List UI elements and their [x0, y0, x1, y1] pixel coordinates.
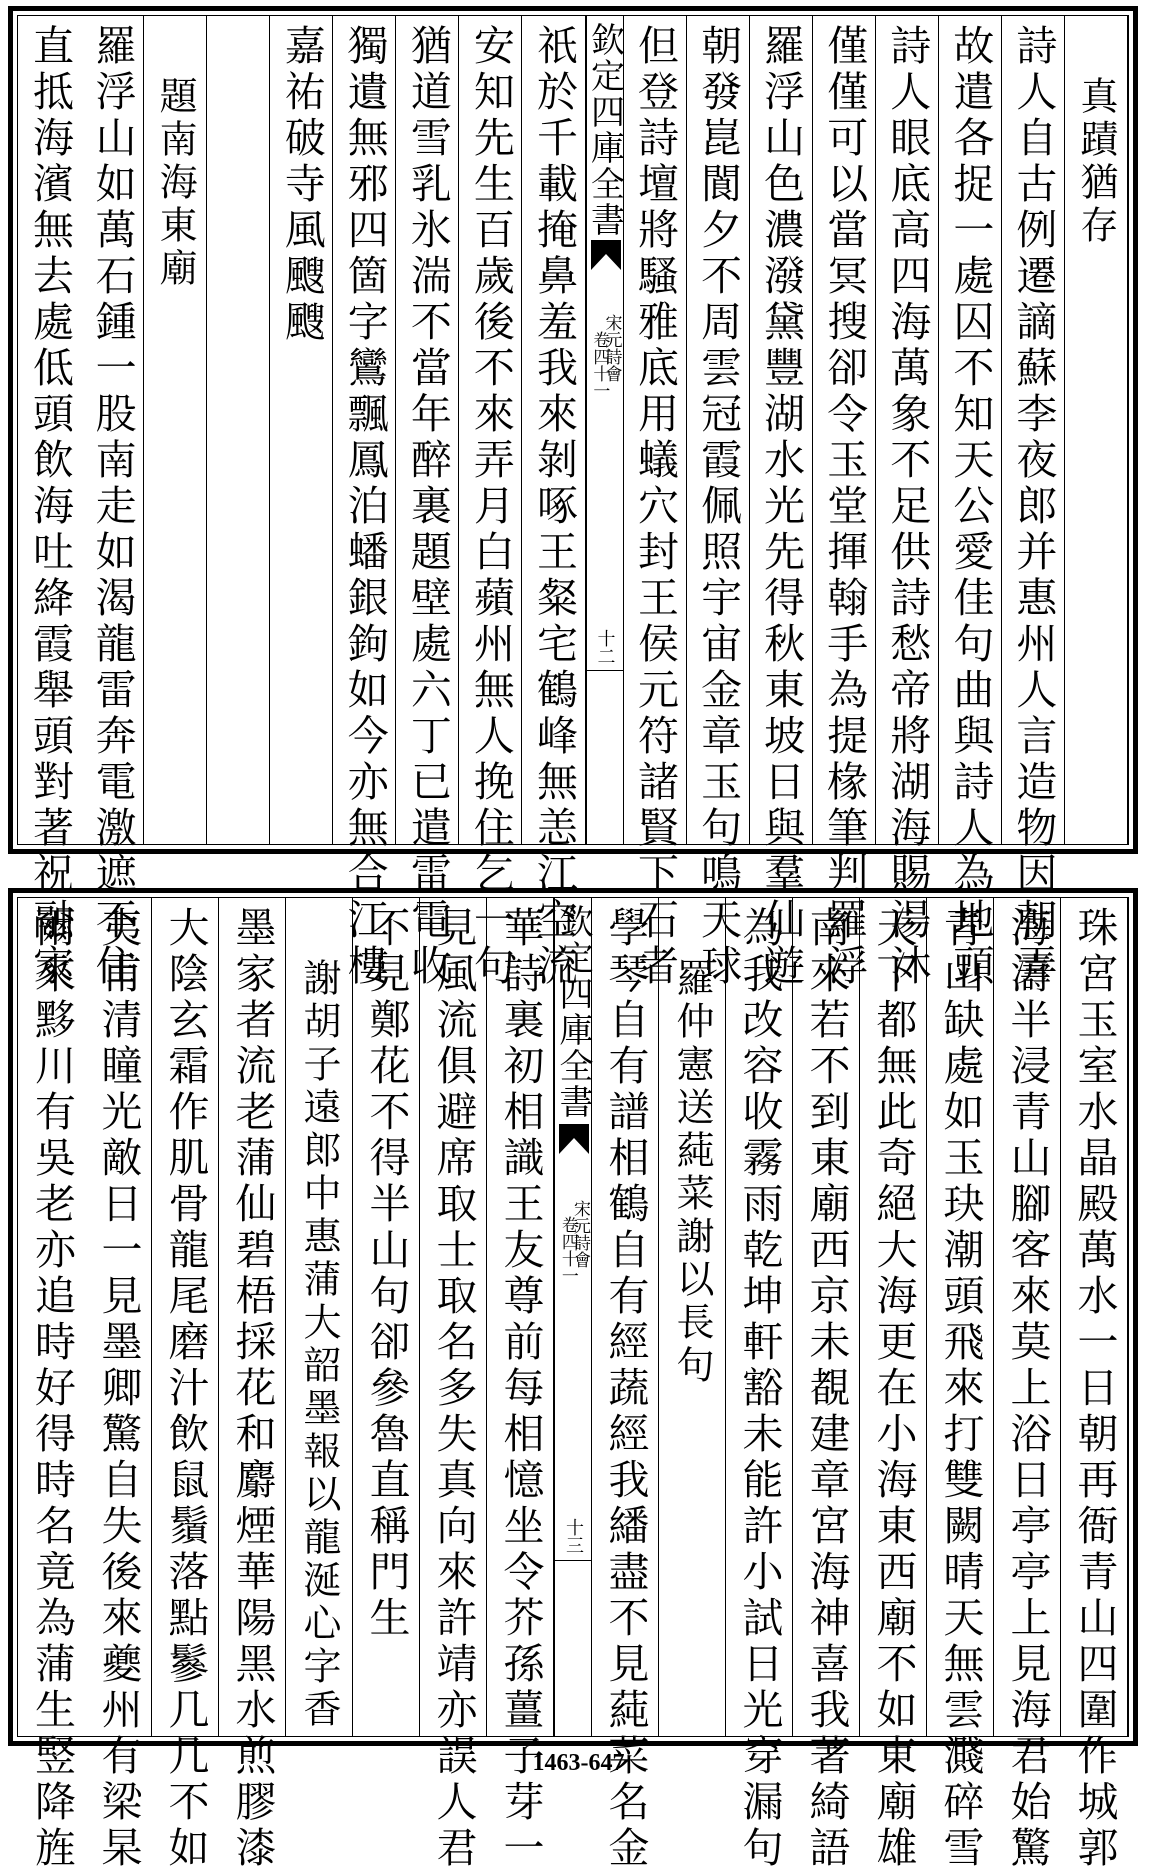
poem-title-column: [144, 16, 207, 844]
text-column: [152, 898, 219, 1872]
poem-title: 羅仲憲送蒓菜謝以長句: [670, 958, 714, 1388]
poem-title-column: [1065, 16, 1128, 844]
column-text: 猶道雪乳氷湍不當年醉裏題壁處六丁已遣雷電收: [403, 24, 452, 990]
collection-name: 宋元詩會: [601, 314, 622, 383]
text-column: [726, 898, 793, 1872]
text-column: [793, 898, 860, 1872]
center-fold-band: [586, 16, 624, 844]
text-column: [207, 16, 270, 844]
text-column: [860, 898, 927, 1872]
center-fold-band: [554, 898, 592, 1736]
text-column: [333, 16, 396, 990]
text-column: [876, 16, 939, 990]
text-column: [85, 898, 152, 1872]
column-text: 天下都無此奇絕大海更在小海東西廟不如東廟雄: [869, 906, 918, 1872]
text-column: [353, 898, 420, 1736]
text-column: [939, 16, 1002, 990]
column-text: 直抵海濱無去處低頭飲海吐絳霞舉頭對著祝融家: [26, 24, 75, 990]
text-column: [522, 16, 585, 990]
column-text: 珠宮玉室水晶殿萬水一日朝再衙青山四圍作城郭: [1070, 906, 1119, 1872]
column-text: 祇於千載掩鼻羞我來剝啄王粲宅鶴峰無恙江空流: [529, 24, 578, 990]
folio-rule: [555, 1560, 591, 1561]
text-column: [396, 16, 459, 990]
column-text: 詩人眼底高四海萬象不足供詩愁帝將湖海賜湯沐: [883, 24, 932, 990]
column-text: 羅浮山色濃潑黛豐湖水光先得秋東坡日與羣仙遊: [757, 24, 806, 990]
page-footer-number: 1463-647: [532, 1750, 625, 1776]
folio-number: 十二: [594, 628, 616, 665]
folio-rule: [587, 670, 623, 671]
text-column: [270, 16, 333, 844]
fishtail-mark: [591, 240, 619, 270]
text-column: [420, 898, 487, 1872]
text-column: [459, 16, 522, 990]
column-text: 詩人自古例遷謫蘇李夜郎并惠州人言造物因朝弄: [1009, 24, 1058, 990]
column-text: 學琴自有譜相鶴自有經蔬經我繙盡不見蒓菜名金: [601, 906, 650, 1872]
poem-title: 謝胡子遠郎中惠蒲大韶墨報以龍涎心字香: [297, 958, 341, 1732]
column-text: 華詩裏初相識王友尊前每相憶坐令芥孫薑子芽一: [496, 906, 545, 1872]
text-column: [813, 16, 876, 990]
text-column: [1002, 16, 1065, 990]
column-text: 但登詩壇將騷雅底用蟻穴封王侯元符諸賢下石者: [631, 24, 680, 990]
column-text: 不見鄭花不得半山句卻參魯直稱門生: [362, 906, 411, 1642]
column-text: 嘉祐破寺風颼颼: [277, 24, 326, 346]
folio-number: 十三: [563, 1518, 584, 1555]
text-column: [487, 898, 554, 1872]
collection-name: 宋元詩會: [570, 1199, 590, 1268]
column-text: 朝發崑閬夕不周雲冠霞佩照宇宙金章玉句鳴天球: [694, 24, 743, 990]
column-text: 安知先生百歲後不來弄月白蘋州無人挽住乞一句: [466, 24, 515, 990]
upper-page: [8, 6, 1138, 990]
text-column: [927, 898, 994, 1872]
book-title: 欽定四庫全書: [553, 904, 593, 1120]
column-text: 見風流俱避席取士取名多失真向來許靖亦誤人君: [429, 906, 478, 1872]
poem-title: 題南海東廟: [153, 76, 198, 291]
column-text: 獨遺無邪四箇字鸞飄鳳泊蟠銀鉤如今亦無合江樓: [340, 24, 389, 990]
text-column: [219, 898, 286, 1872]
column-text: 大陰玄霜作肌骨龍尾磨汁飲鼠鬚落點鬖几几不如: [161, 906, 210, 1872]
column-text: 墨家者流老蒲仙碧梧採花和麝煙華陽黑水煎膠漆: [228, 906, 277, 1872]
book-title: 欽定四庫全書: [584, 22, 625, 238]
volume-number: 卷四十一: [589, 330, 610, 399]
column-text: 南來若不到東廟西京未覩建章宮海神喜我著綺語: [802, 906, 851, 1872]
text-column: [994, 898, 1061, 1872]
text-column: [592, 898, 659, 1872]
volume-number: 卷四十一: [557, 1216, 578, 1285]
text-column: [624, 16, 687, 990]
column-text: 爾來黟川有吳老亦追時好得時名竟為蒲生竪降旌: [28, 906, 76, 1872]
poem-title-column: [659, 898, 726, 1736]
column-text: 夷甫清瞳光敵日一見墨卿驚自失後來夔州有梁杲: [94, 906, 143, 1872]
column-text: 海濤半浸青山腳客來莫上浴日亭亭上見海君始驚: [1003, 906, 1052, 1872]
column-text: 為我改容收霧雨乾坤軒豁未能許小試日光穿漏句: [735, 906, 784, 1872]
column-text: 青山缺處如玉玦潮頭飛來打雙闕晴天無雲濺碎雪: [936, 906, 985, 1872]
column-text: 故遣各捉一處囚不知天公愛佳句曲與詩人為地頭: [946, 24, 995, 990]
text-column: [1061, 898, 1128, 1872]
text-column: [750, 16, 813, 990]
column-text: 羅浮山如萬石鍾一股南走如渴龍雷奔電激遮不住: [88, 24, 137, 990]
column-text: 僅僅可以當冥搜卻令玉堂揮翰手為提椽筆判羅浮: [820, 24, 869, 990]
text-column: [18, 898, 85, 1872]
text-column: [18, 16, 81, 990]
poem-title-column: [286, 898, 353, 1736]
upper-page-frame: [17, 15, 1129, 990]
text-column: [687, 16, 750, 990]
text-column: [81, 16, 144, 990]
fishtail-mark: [559, 1124, 587, 1154]
poem-title: 真蹟猶存: [1073, 76, 1118, 248]
